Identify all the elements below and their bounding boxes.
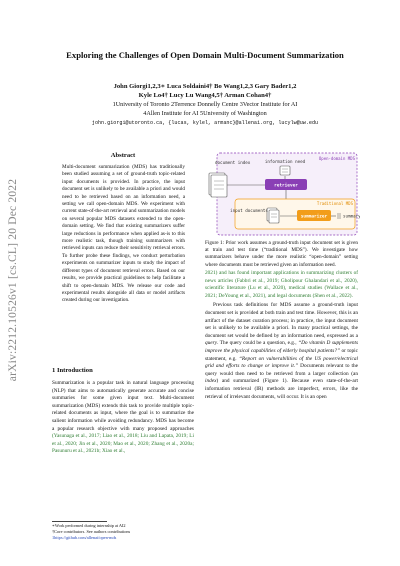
right-paragraph-1 <box>205 270 358 300</box>
affiliation-line-2: 4Allen Institute for AI 5University of Washington <box>143 109 267 117</box>
traditional-mds-label: Traditional MDS <box>316 201 353 206</box>
open-domain-label: Open-domain MDS <box>318 156 355 161</box>
right-para2e-text: ) and summarized (Figure 1). Because even state-of-the-art information retrieval (IR) methods are imperfect, errors, like the retrieval of irrelevant documents, will occur. It is an open <box>205 378 358 400</box>
abstract-body: Multi-document summarization (MDS) has traditionally been studied assuming a set of ground-truth topic-related input documents is provided. In practice, the input document set is unlikely to be available a priori and would need to be retrieved based on an information need, a setting we call open-domain MDS. We experiment with current state-of-the-art retrieval and summarization models on several popular MDS datasets extended to the open-domain setting. We find that existing summarizers suffer large reductions in performance when applied as-is to this more realistic task, though training summarizers with retrieved inputs can reduce their sensitivity retrieval errors. To further probe these findings, we conduct perturbation experiments on summarizer inputs to study the impact of different types of document retrieval errors. Based on our results, we provide practical guidelines to help facilitate a shift to open-domain MDS. We release our code and experimental results alongside all data or model artifacts created during our investigation. <box>62 164 185 304</box>
query-term: query <box>205 340 218 347</box>
arxiv-stamp-text: arXiv:2212.10526v1 [cs.CL] 20 Dec 2022 <box>7 178 19 382</box>
input-docs-text: input documents <box>230 208 268 213</box>
doc-index-text: document index <box>215 160 251 165</box>
summary-label: summary <box>343 213 360 219</box>
introduction-body <box>52 380 194 456</box>
document-index-icon <box>209 173 227 197</box>
index-term: index <box>205 378 217 385</box>
right-para2b-text: . The query could be a question, e.g., <box>217 340 297 347</box>
footnote-1: ∗Work performed during internship at AI2 <box>52 523 126 528</box>
intro-text: Summarization is a popular task in natural language processing (NLP) that aims to automatically generate accurate and concise summaries for some given input text. Multi-document summarization (MDS) extends this task to provide multiple topic-related documents as input, where the goal is to summarize the salient information while avoiding redundancy. MDS has become a popular research objective with many proposed approaches <box>52 380 194 432</box>
figure-1-diagram <box>205 151 360 237</box>
example-question: “Do vitamin D supplements improve the physical capabilities of elderly hospital patients?” <box>205 340 359 354</box>
information-need-icon <box>280 166 290 175</box>
right-column-body <box>205 270 358 401</box>
author-list <box>30 82 380 100</box>
footnote-3-link[interactable]: 1https://github.com/allenai/open-mds <box>52 535 117 541</box>
summarizer-label: summarizer <box>300 214 328 220</box>
section-heading-introduction: 1 Introduction <box>52 367 93 374</box>
example-topic: “Report on vulnerabilities of the US power/electrical grid and efforts to change or improve it.” <box>205 355 358 370</box>
figure-1-svg <box>205 151 360 237</box>
right-para2d-text: Documents relevant to the query would then need to be retrieved from a larger collection (an <box>205 363 359 377</box>
author-emails: john.giorgi@utoronto.ca, {lucas, kylel, armanc}@allenai.org, lucylw@uw.edu <box>91 120 319 126</box>
affiliation-line-1: 1University of Toronto 2Terrence Donnelly Centre 3Vector Institute for AI <box>112 101 298 108</box>
footnote-2: †Core contributors. See authors contributions <box>52 529 131 535</box>
affiliations <box>30 101 380 118</box>
author-line-2: Kyle Lo4† Lucy Lu Wang4,5† Arman Cohan4† <box>138 92 272 99</box>
right-para1-text: 2021) and has found important applications in summarizing clusters of news articles (Fabbri et al., 2019; Gholipour Ghalandari et al., 2020), scientific literature (Lu et al., 2020), medical studies (Wallace et al., 2021; DeYoung et al., 2021), and legal documents (Shen et al., 2022). <box>205 270 358 299</box>
input-documents-icon <box>267 208 279 223</box>
right-paragraph-2 <box>205 302 358 401</box>
footnote-rule <box>52 521 107 522</box>
retriever-label: retriever <box>274 183 298 189</box>
document-index-label <box>215 160 251 165</box>
paper-title: Exploring the Challenges of Open Domain Multi-Document Summarization <box>66 50 344 60</box>
author-line-1: John Giorgi1,2,3∗ Luca Soldaini4† Bo Wang1,2,3 Gary Bader1,2 <box>113 83 297 90</box>
abstract-heading: Abstract <box>110 152 136 159</box>
footnotes <box>52 523 194 542</box>
arxiv-side-stamp <box>4 150 22 410</box>
figure-1-caption: Figure 1: Prior work assumes a ground-truth input document set is given at train and test time (“traditional MDS”). We investigate how summarizers behave under the more realistic “open-domain” setting where documents must be retrieved given an information need. <box>205 240 358 268</box>
information-need-label: information need <box>264 159 306 164</box>
right-para2c-text: or topic statement, e.g. <box>205 347 358 362</box>
intro-citations[interactable]: (Yasunaga et al., 2017; Liao et al., 2018; Liu and Lapata, 2019; Li et al., 2020; Jin et al., 2020; Mao et al., 2020; Zhang et al., 2020a; Pasunuru et al., 2021b; Xiao et al., <box>52 433 194 455</box>
right-para2-text: Previous task definitions for MDS assume a ground-truth input document set is provided at both train and test time. However, this is an artifact of the dataset curation process; in practice, the input document set is unlikely to be available a priori. In many practical settings, the document set would be defined by an information need, expressed as a <box>205 302 358 339</box>
input-documents-label <box>230 208 268 213</box>
